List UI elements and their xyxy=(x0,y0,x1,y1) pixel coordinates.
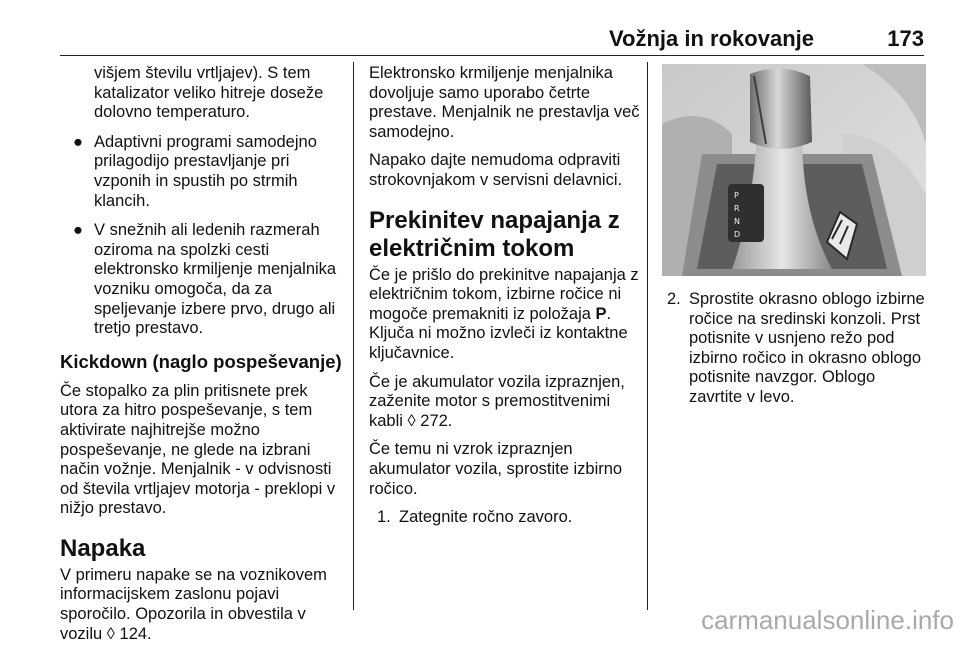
column-2 xyxy=(369,64,641,528)
bullet-text: V snežnih ali ledenih razmerah oziroma na spolzki cesti elektronsko krmiljenje menjalnika vozniku omogoča, da za speljevanje izbere prvo, drugo ali tretjo prestavo. xyxy=(94,221,337,338)
workshop-paragraph: Napako dajte nemudoma odpraviti strokovnjakom v servisni delavnici. xyxy=(369,151,623,189)
step-number: 2. xyxy=(667,290,681,308)
kickdown-heading: Kickdown (naglo pospeševanje) xyxy=(60,350,342,372)
svg-text:N: N xyxy=(734,217,740,226)
park-position-label: P xyxy=(595,304,607,323)
page-reference-icon: ◊ xyxy=(407,411,416,430)
fault-text: V primeru napake se na voznikovem informacijskem zaslonu pojavi sporočilo. Opozorila in obvestila v vozilu xyxy=(60,565,327,643)
step-item xyxy=(667,290,929,408)
battery-paragraph xyxy=(369,373,641,432)
step-item xyxy=(377,508,641,528)
gear-selector-photo xyxy=(662,64,926,276)
column-3 xyxy=(667,290,929,408)
power-text-end: . Ključa ni možno izvleči iz kontaktne ključavnice. xyxy=(369,304,628,362)
bullet-continuation: višjem številu vrtljajev). S tem katalizator veliko hitreje doseže dolovno temperaturo. xyxy=(94,64,324,122)
fault-heading: Napaka xyxy=(60,534,146,562)
svg-text:D: D xyxy=(734,230,741,239)
header-rule xyxy=(60,55,924,56)
bullet-dot-icon: ● xyxy=(73,221,83,240)
cause-paragraph: Če temu ni vzrok izpraznjen akumulator vozila, sprostite izbirno ročico. xyxy=(369,440,623,498)
svg-text:R: R xyxy=(734,204,740,213)
step-text: Zategnite ročno zavoro. xyxy=(399,508,573,527)
power-failure-paragraph xyxy=(369,266,641,364)
kickdown-paragraph: Če stopalko za plin pritisnete prek utora za hitro pospeševanje, s tem aktivirate najhitrejše možno pospeševanje, ne glede na izbrani način vožnje. Menjalnik - v odvisnosti od števila vrtljajev motorja - preklopi v nižjo prestavo. xyxy=(60,381,336,518)
step-text: Sprostite okrasno oblogo izbirne ročice na sredinski konzoli. Prst potisnite v usnjeno režo pod izbirno ročico in okrasno oblogo potisnite navzgor. Oblogo zavrtite v levo. xyxy=(689,290,925,406)
svg-text:P: P xyxy=(734,191,739,200)
power-text: Če je prišlo do prekinitve napajanja z električnim tokom, izbirne ročice ni mogoče premakniti iz položaja xyxy=(369,265,639,323)
bullet-item xyxy=(60,133,342,211)
bullet-item xyxy=(60,221,342,339)
page-number: 173 xyxy=(887,26,924,51)
page-reference-icon: ◊ xyxy=(106,624,115,643)
column-divider-right xyxy=(647,62,648,610)
page-header xyxy=(60,22,924,54)
bullet-text: Adaptivni programi samodejno prilagodijo prestavljanje pri vzponih in spustih po strmih klancih. xyxy=(94,132,317,210)
transmission-paragraph: Elektronsko krmiljenje menjalnika dovoljuje samo uporabo četrte prestave. Menjalnik ne prestavlja več samodejno. xyxy=(369,64,640,141)
gear-selector-illustration xyxy=(662,64,926,276)
column-divider-left xyxy=(353,62,354,610)
step-number: 1. xyxy=(377,508,391,527)
bullet-dot-icon: ● xyxy=(73,132,83,151)
battery-text: Če je akumulator vozila izpraznjen, zaženite motor s premostitvenimi kabli xyxy=(369,372,625,430)
page-reference-link[interactable]: 272. xyxy=(415,411,453,430)
page-reference-link[interactable]: 124. xyxy=(114,624,152,643)
power-failure-heading: Prekinitev napajanja z električnim tokom xyxy=(369,206,620,262)
column-1 xyxy=(60,64,342,653)
watermark: carmanualsonline.info xyxy=(701,605,954,635)
section-title: Vožnja in rokovanje xyxy=(609,26,814,51)
fault-paragraph xyxy=(60,566,342,644)
